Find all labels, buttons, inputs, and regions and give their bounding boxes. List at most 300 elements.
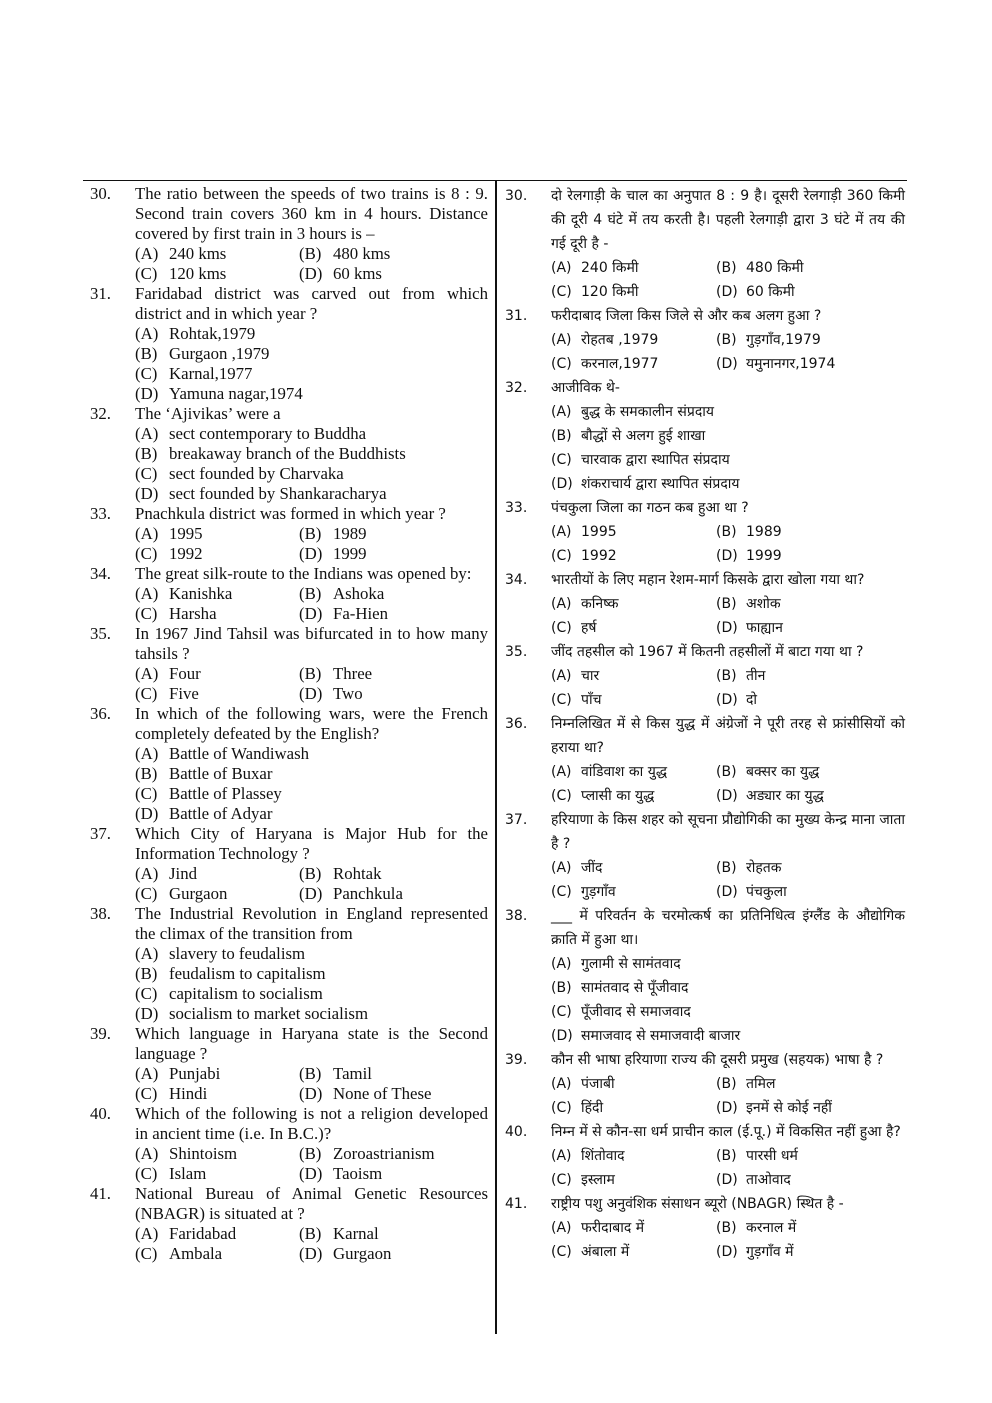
option-text: Panchkula — [333, 884, 403, 903]
option-text: अड्यार का युद्ध — [746, 788, 824, 804]
option-label: (C) — [551, 284, 572, 300]
option-a — [135, 1064, 299, 1084]
option-label: (C) — [135, 684, 158, 703]
options — [135, 864, 488, 904]
option-b — [716, 760, 905, 784]
option-c — [135, 264, 299, 284]
options — [135, 1144, 488, 1184]
option-text: Tamil — [333, 1064, 372, 1083]
option-label: (D) — [716, 1172, 738, 1188]
question-number: 41. — [505, 1196, 528, 1212]
option-b — [299, 1064, 488, 1084]
option-text: Rohtak — [333, 864, 382, 883]
option-label: (A) — [551, 668, 572, 684]
option-text: Battle of Adyar — [169, 804, 273, 823]
option-text: पंजाबी — [581, 1076, 615, 1092]
option-b — [135, 764, 488, 784]
option-label: (A) — [135, 244, 159, 263]
option-text: Four — [169, 664, 201, 683]
option-text: 60 kms — [333, 264, 382, 283]
option-a — [551, 760, 716, 784]
option-d — [299, 1244, 488, 1264]
option-label: (A) — [551, 260, 572, 276]
question-english-30 — [90, 184, 488, 284]
option-label: (C) — [551, 1100, 572, 1116]
option-b — [135, 444, 488, 464]
option-label: (B) — [716, 524, 737, 540]
option-label: (A) — [551, 1076, 572, 1092]
option-c — [135, 604, 299, 624]
option-b — [299, 1144, 488, 1164]
option-d — [716, 352, 905, 376]
option-b — [716, 592, 905, 616]
option-c — [551, 352, 716, 376]
option-text: Islam — [169, 1164, 207, 1183]
option-a — [135, 324, 488, 344]
option-c — [135, 544, 299, 564]
option-label: (D) — [135, 484, 159, 503]
question-text: The great silk-route to the Indians was opened by: — [135, 564, 472, 583]
option-b — [135, 344, 488, 364]
option-b — [716, 520, 905, 544]
option-text: जींद — [581, 860, 603, 876]
option-label: (C) — [135, 364, 158, 383]
option-b — [716, 328, 905, 352]
option-text: गुड़गाँव,1979 — [746, 332, 821, 348]
option-label: (D) — [716, 788, 738, 804]
option-c — [135, 1084, 299, 1104]
option-a — [551, 856, 716, 880]
option-label: (C) — [551, 1172, 572, 1188]
question-hindi-37 — [505, 808, 905, 904]
option-text: Karnal — [333, 1224, 379, 1243]
option-label: (A) — [135, 1064, 159, 1083]
option-text: Jind — [169, 864, 197, 883]
option-d — [716, 1240, 905, 1264]
option-label: (C) — [551, 548, 572, 564]
question-number: 33. — [90, 504, 111, 523]
option-label: (A) — [135, 944, 159, 963]
question-number: 37. — [90, 824, 111, 843]
options — [135, 744, 488, 824]
options — [551, 760, 905, 808]
option-text: पूँजीवाद से समाजवाद — [581, 1004, 691, 1020]
option-text: पाँच — [581, 692, 602, 708]
option-text: Karnal,1977 — [169, 364, 253, 383]
option-text: 1992 — [169, 544, 203, 563]
option-label: (D) — [299, 1244, 323, 1263]
option-text: sect founded by Charvaka — [169, 464, 344, 483]
option-b — [299, 864, 488, 884]
question-text: भारतीयों के लिए महान रेशम-मार्ग किसके द्वारा खोला गया था? — [551, 572, 865, 588]
option-text: 240 kms — [169, 244, 227, 263]
option-label: (B) — [716, 260, 737, 276]
option-label: (B) — [135, 764, 158, 783]
option-label: (D) — [716, 620, 738, 636]
options — [551, 400, 905, 496]
option-text: तीन — [746, 668, 766, 684]
option-a — [135, 944, 488, 964]
question-number: 31. — [505, 308, 528, 324]
options — [551, 952, 905, 1048]
option-d — [716, 616, 905, 640]
option-text: हर्ष — [581, 620, 597, 636]
option-c — [551, 880, 716, 904]
option-label: (C) — [135, 544, 158, 563]
option-text: चारवाक द्वारा स्थापित संप्रदाय — [581, 452, 730, 468]
option-text: वांडिवाश का युद्ध — [581, 764, 668, 780]
option-text: इनमें से कोई नहीं — [746, 1100, 832, 1116]
option-label: (A) — [551, 332, 572, 348]
option-label: (C) — [135, 1084, 158, 1103]
option-b — [716, 1072, 905, 1096]
option-label: (A) — [135, 584, 159, 603]
options — [135, 664, 488, 704]
question-english-41 — [90, 1184, 488, 1264]
option-text: Three — [333, 664, 373, 683]
option-text: 120 kms — [169, 264, 227, 283]
option-label: (C) — [135, 884, 158, 903]
option-text: Harsha — [169, 604, 217, 623]
option-label: (A) — [135, 1224, 159, 1243]
option-label: (D) — [716, 692, 738, 708]
option-b — [299, 244, 488, 264]
option-label: (A) — [135, 524, 159, 543]
option-label: (C) — [135, 264, 158, 283]
question-number: 38. — [90, 904, 111, 923]
option-label: (B) — [716, 860, 737, 876]
option-a — [135, 584, 299, 604]
question-english-36 — [90, 704, 488, 824]
option-label: (C) — [551, 884, 572, 900]
option-text: 1999 — [333, 544, 367, 563]
question-text: National Bureau of Animal Genetic Resources (NBAGR) is situated at ? — [135, 1184, 488, 1223]
question-hindi-36 — [505, 712, 905, 808]
option-label: (D) — [299, 1164, 323, 1183]
option-text: 480 किमी — [746, 260, 804, 276]
option-text: तमिल — [746, 1076, 776, 1092]
option-text: 120 किमी — [581, 284, 639, 300]
option-d — [716, 544, 905, 568]
option-b — [716, 1216, 905, 1240]
option-label: (D) — [299, 604, 323, 623]
option-a — [551, 1216, 716, 1240]
option-label: (B) — [135, 964, 158, 983]
question-text: Which of the following is not a religion developed in ancient time (i.e. In B.C.)? — [135, 1104, 488, 1143]
option-text: 1995 — [169, 524, 203, 543]
options — [135, 244, 488, 284]
option-text: फाह्यान — [746, 620, 783, 636]
option-text: गुड़गाँव — [581, 884, 616, 900]
option-label: (A) — [551, 956, 572, 972]
question-english-35 — [90, 624, 488, 704]
option-label: (B) — [299, 1144, 322, 1163]
option-text: Battle of Wandiwash — [169, 744, 310, 763]
option-label: (C) — [135, 464, 158, 483]
option-d — [716, 688, 905, 712]
question-number: 40. — [505, 1124, 528, 1140]
option-b — [299, 664, 488, 684]
option-label: (A) — [135, 864, 159, 883]
question-english-40 — [90, 1104, 488, 1184]
option-c — [135, 984, 488, 1004]
option-text: गुड़गाँव में — [746, 1244, 794, 1260]
option-text: Faridabad — [169, 1224, 237, 1243]
question-text: Which language in Haryana state is the Second language ? — [135, 1024, 488, 1063]
option-b — [299, 524, 488, 544]
option-label: (D) — [135, 1004, 159, 1023]
option-b — [299, 584, 488, 604]
option-text: समाजवाद से समाजवादी बाजार — [581, 1028, 741, 1044]
option-text: slavery to feudalism — [169, 944, 306, 963]
option-label: (B) — [716, 1076, 737, 1092]
option-d — [551, 472, 905, 496]
option-b — [299, 1224, 488, 1244]
option-label: (A) — [551, 764, 572, 780]
option-text: Yamuna nagar,1974 — [169, 384, 303, 403]
options — [551, 1072, 905, 1120]
question-number: 35. — [505, 644, 528, 660]
option-label: (D) — [551, 476, 573, 492]
option-text: शंकराचार्य द्वारा स्थापित संप्रदाय — [581, 476, 740, 492]
question-text: दो रेलगाड़ी के चाल का अनुपात 8 : 9 है। दूसरी रेलगाड़ी 360 किमी की दूरी 4 घंटे में तय करती है। पहली रेलगाड़ी द्वारा 3 घंटे में तय की गई दूरी है - — [551, 188, 905, 252]
option-label: (D) — [716, 548, 738, 564]
option-text: सामंतवाद से पूँजीवाद — [581, 980, 689, 996]
option-label: (B) — [299, 1064, 322, 1083]
option-label: (D) — [716, 1100, 738, 1116]
option-a — [551, 952, 905, 976]
option-label: (B) — [299, 524, 322, 543]
question-number: 40. — [90, 1104, 111, 1123]
option-label: (C) — [551, 620, 572, 636]
option-a — [551, 1072, 716, 1096]
option-c — [135, 684, 299, 704]
option-text: बुद्ध के समकालीन संप्रदाय — [581, 404, 714, 420]
question-english-33 — [90, 504, 488, 564]
option-text: 1989 — [746, 524, 782, 540]
option-label: (A) — [135, 1144, 159, 1163]
option-label: (A) — [135, 744, 159, 763]
question-number: 32. — [90, 404, 111, 423]
option-label: (C) — [135, 604, 158, 623]
question-text: In 1967 Jind Tahsil was bifurcated in to how many tahsils ? — [135, 624, 488, 663]
option-text: Rohtak,1979 — [169, 324, 256, 343]
option-d — [299, 1164, 488, 1184]
option-text: socialism to market socialism — [169, 1004, 369, 1023]
option-label: (D) — [716, 356, 738, 372]
option-c — [551, 448, 905, 472]
question-text: राष्ट्रीय पशु अनुवंशिक संसाधन ब्यूरो (NBAGR) स्थित है - — [551, 1196, 844, 1212]
option-text: sect founded by Shankaracharya — [169, 484, 387, 503]
option-text: कनिष्क — [581, 596, 619, 612]
question-number: 35. — [90, 624, 111, 643]
option-text: Ashoka — [333, 584, 385, 603]
english-column — [90, 184, 488, 1264]
question-number: 39. — [90, 1024, 111, 1043]
column-divider — [495, 181, 497, 1334]
question-text: फरीदाबाद जिला किस जिले से और कब अलग हुआ ? — [551, 308, 822, 324]
option-d — [716, 280, 905, 304]
option-a — [551, 400, 905, 424]
question-hindi-32 — [505, 376, 905, 496]
option-text: Kanishka — [169, 584, 233, 603]
option-text: 1992 — [581, 548, 617, 564]
option-b — [716, 256, 905, 280]
options — [551, 1144, 905, 1192]
option-label: (D) — [551, 1028, 573, 1044]
option-label: (A) — [551, 1220, 572, 1236]
option-text: हिंदी — [581, 1100, 604, 1116]
question-number: 30. — [90, 184, 111, 203]
options — [551, 328, 905, 376]
option-d — [716, 1168, 905, 1192]
option-d — [135, 804, 488, 824]
option-a — [551, 664, 716, 688]
option-label: (B) — [299, 584, 322, 603]
option-label: (A) — [551, 404, 572, 420]
option-label: (D) — [299, 684, 323, 703]
question-number: 31. — [90, 284, 111, 303]
option-label: (A) — [135, 424, 159, 443]
options — [551, 664, 905, 712]
option-c — [551, 1240, 716, 1264]
option-label: (C) — [551, 692, 572, 708]
option-a — [551, 256, 716, 280]
question-number: 32. — [505, 380, 528, 396]
option-b — [135, 964, 488, 984]
option-d — [299, 544, 488, 564]
option-d — [135, 1004, 488, 1024]
option-text: 1995 — [581, 524, 617, 540]
question-english-39 — [90, 1024, 488, 1104]
option-label: (B) — [716, 1220, 737, 1236]
question-text: पंचकुला जिला का गठन कब हुआ था ? — [551, 500, 749, 516]
option-text: 1999 — [746, 548, 782, 564]
option-d — [299, 684, 488, 704]
question-text: The ratio between the speeds of two trains is 8 : 9. Second train covers 360 km in 4 hours. Distance covered by first train in 3 hours is – — [135, 184, 488, 243]
option-c — [551, 1168, 716, 1192]
question-text: The ‘Ajivikas’ were a — [135, 404, 281, 423]
option-text: breakaway branch of the Buddhists — [169, 444, 406, 463]
option-label: (C) — [551, 356, 572, 372]
option-a — [135, 664, 299, 684]
option-a — [135, 524, 299, 544]
question-hindi-41 — [505, 1192, 905, 1264]
option-label: (C) — [551, 788, 572, 804]
option-label: (B) — [299, 664, 322, 683]
question-number: 41. — [90, 1184, 111, 1203]
option-b — [551, 424, 905, 448]
option-c — [135, 1244, 299, 1264]
option-c — [551, 1096, 716, 1120]
option-d — [299, 604, 488, 624]
options — [551, 1216, 905, 1264]
option-text: Gurgaon — [333, 1244, 392, 1263]
option-text: प्लासी का युद्ध — [581, 788, 655, 804]
option-d — [135, 484, 488, 504]
option-text: करनाल में — [746, 1220, 797, 1236]
option-text: 60 किमी — [746, 284, 795, 300]
option-label: (D) — [716, 1244, 738, 1260]
option-text: दो — [746, 692, 758, 708]
question-text: Pnachkula district was formed in which year ? — [135, 504, 446, 523]
option-c — [135, 884, 299, 904]
options — [135, 584, 488, 624]
question-english-34 — [90, 564, 488, 624]
option-text: Zoroastrianism — [333, 1144, 435, 1163]
option-text: Battle of Plassey — [169, 784, 282, 803]
option-text: 1989 — [333, 524, 367, 543]
option-b — [551, 976, 905, 1000]
option-d — [299, 264, 488, 284]
option-label: (C) — [135, 784, 158, 803]
option-text: ताओवाद — [746, 1172, 791, 1188]
question-hindi-38 — [505, 904, 905, 1048]
option-label: (B) — [716, 764, 737, 780]
question-hindi-33 — [505, 496, 905, 568]
question-number: 38. — [505, 908, 528, 924]
option-text: Gurgaon ,1979 — [169, 344, 270, 363]
option-text: फरीदाबाद में — [581, 1220, 645, 1236]
option-label: (B) — [716, 596, 737, 612]
option-c — [135, 464, 488, 484]
question-text: निम्न में से कौन-सा धर्म प्राचीन काल (ई.पू.) में विकसित नहीं हुआ है? — [551, 1124, 901, 1140]
question-text: ___ में परिवर्तन के चरमोत्कर्ष का प्रतिनिधित्व इंग्लैंड के औद्योगिक क्राति में हुआ था। — [551, 908, 905, 948]
question-number: 36. — [505, 716, 528, 732]
option-text: बक्सर का युद्ध — [746, 764, 820, 780]
question-english-37 — [90, 824, 488, 904]
option-label: (A) — [551, 524, 572, 540]
option-label: (B) — [299, 244, 322, 263]
options — [551, 592, 905, 640]
option-a — [135, 424, 488, 444]
option-label: (D) — [299, 544, 323, 563]
option-label: (C) — [135, 1164, 158, 1183]
option-a — [135, 744, 488, 764]
option-text: Punjabi — [169, 1064, 221, 1083]
option-c — [551, 688, 716, 712]
options — [135, 424, 488, 504]
options — [551, 856, 905, 904]
option-c — [551, 784, 716, 808]
option-label: (C) — [135, 1244, 158, 1263]
option-text: Shintoism — [169, 1144, 238, 1163]
option-text: Ambala — [169, 1244, 223, 1263]
option-label: (B) — [716, 332, 737, 348]
option-label: (B) — [135, 444, 158, 463]
option-b — [716, 856, 905, 880]
option-b — [716, 1144, 905, 1168]
option-label: (C) — [135, 984, 158, 1003]
question-text: Which City of Haryana is Major Hub for the Information Technology ? — [135, 824, 488, 863]
option-c — [551, 1000, 905, 1024]
question-hindi-30 — [505, 184, 905, 304]
option-label: (D) — [135, 804, 159, 823]
question-number: 33. — [505, 500, 528, 516]
question-hindi-39 — [505, 1048, 905, 1120]
option-a — [551, 592, 716, 616]
option-label: (D) — [135, 384, 159, 403]
option-label: (A) — [135, 664, 159, 683]
option-label: (B) — [551, 428, 572, 444]
option-text: बौद्धों से अलग हुई शाखा — [581, 428, 706, 444]
option-c — [135, 784, 488, 804]
option-d — [551, 1024, 905, 1048]
options — [135, 944, 488, 1024]
option-d — [299, 884, 488, 904]
question-hindi-31 — [505, 304, 905, 376]
option-text: feudalism to capitalism — [169, 964, 326, 983]
